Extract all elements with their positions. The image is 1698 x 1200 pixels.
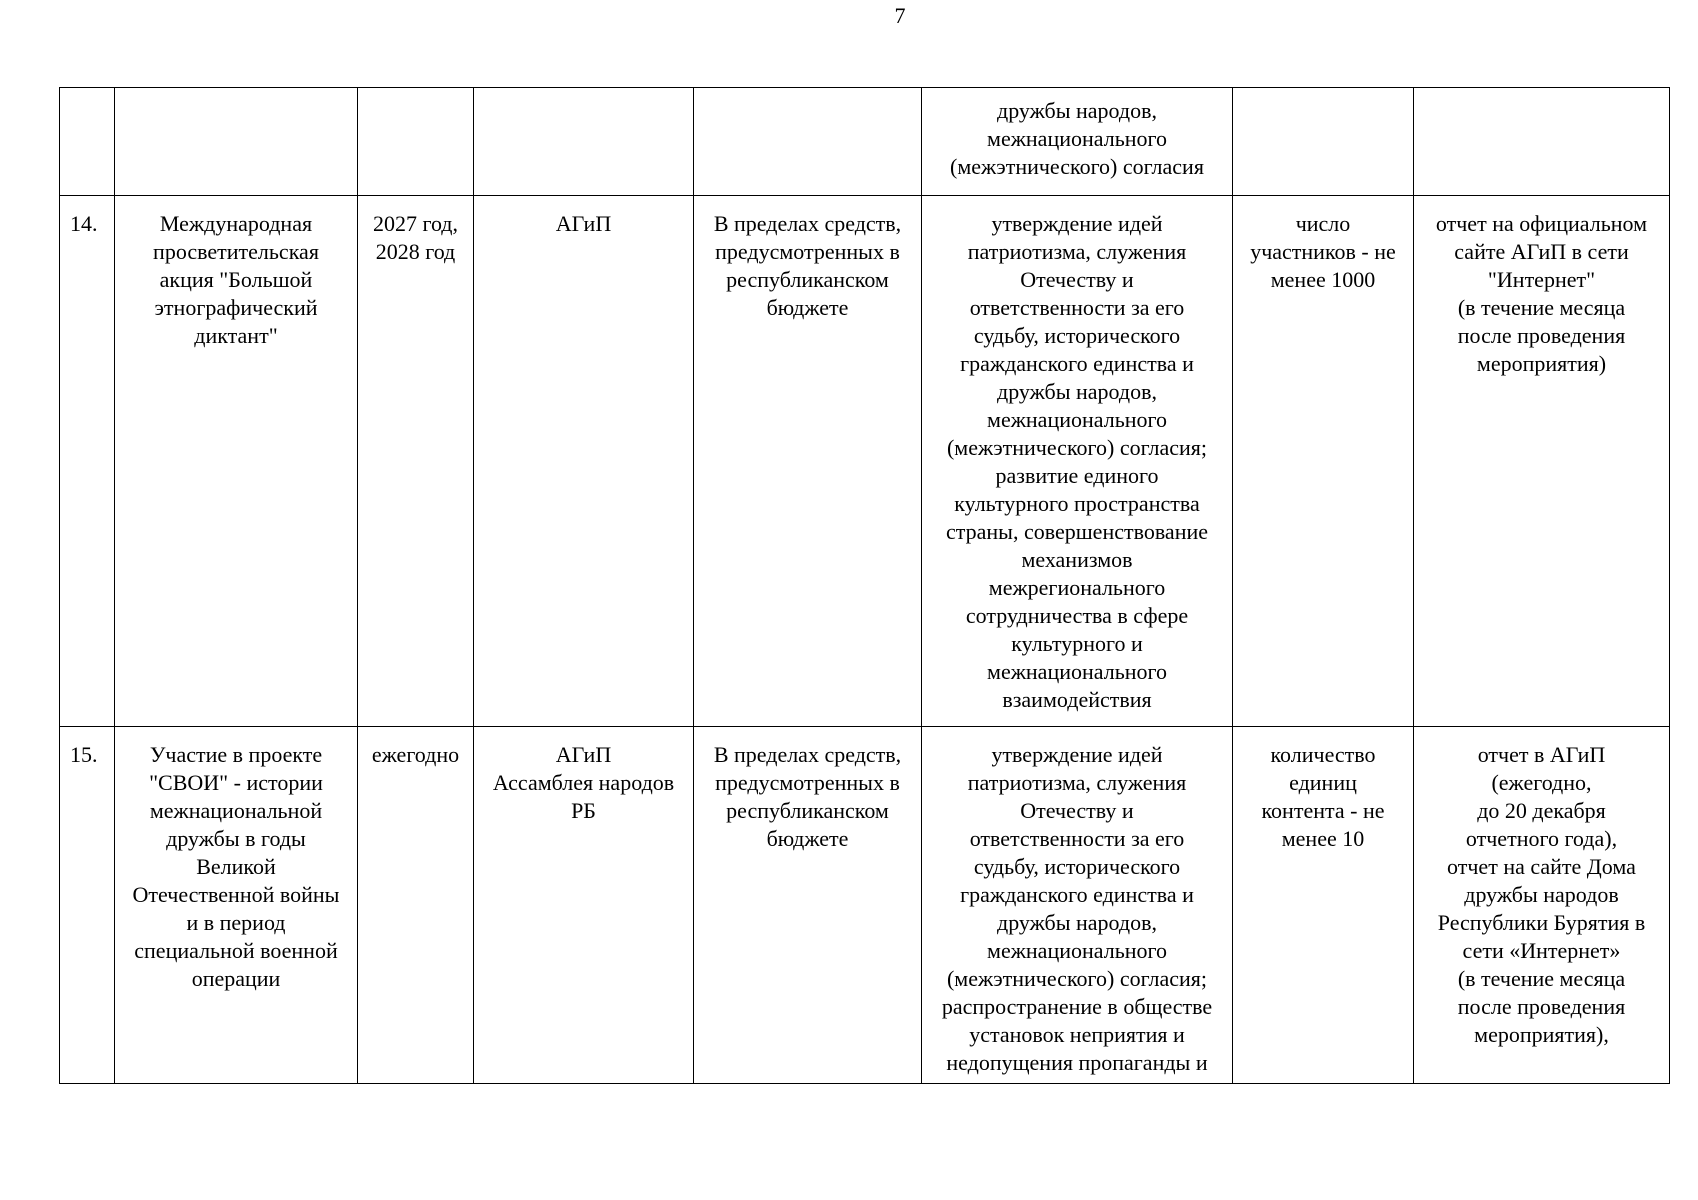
indicator-cell (1233, 88, 1414, 196)
funding-cell: В пределах средств, предусмотренных в республиканском бюджете (694, 196, 922, 727)
funding-cell (694, 88, 922, 196)
table-row (60, 196, 1670, 727)
period-cell (358, 88, 474, 196)
goal-cell: утверждение идей патриотизма, служения Отечеству и ответственности за его судьбу, исторического гражданского единства и дружбы народов, межнационального (межэтнического) согласия; развитие единого культурного пространства страны, совершенствование механизмов межрегионального сотрудничества в сфере культурного и межнационального взаимодействия (922, 196, 1233, 727)
executor-cell (474, 88, 694, 196)
report-cell: отчет на официальном сайте АГиП в сети "Интернет" (в течение месяца после проведения мероприятия) (1414, 196, 1670, 727)
report-cell (1414, 88, 1670, 196)
funding-cell: В пределах средств, предусмотренных в республиканском бюджете (694, 727, 922, 1084)
row-number-cell: 14. (60, 196, 115, 727)
measure-name-cell (115, 88, 358, 196)
table-row (60, 88, 1670, 196)
indicator-cell: количество единиц контента - не менее 10 (1233, 727, 1414, 1084)
table-row (60, 727, 1670, 1084)
executor-cell: АГиП Ассамблея народов РБ (474, 727, 694, 1084)
row-number-cell (60, 88, 115, 196)
row-number-cell: 15. (60, 727, 115, 1084)
measures-table (59, 87, 1670, 1084)
measure-name-cell: Участие в проекте "СВОИ" - истории межнациональной дружбы в годы Великой Отечественной войны и в период специальной военной операции (115, 727, 358, 1084)
measure-name-cell: Международная просветительская акция "Большой этнографический диктант" (115, 196, 358, 727)
period-cell: ежегодно (358, 727, 474, 1084)
report-cell: отчет в АГиП (ежегодно, до 20 декабря отчетного года), отчет на сайте Дома дружбы народов Республики Бурятия в сети «Интернет» (в течение месяца после проведения мероприятия), (1414, 727, 1670, 1084)
executor-cell: АГиП (474, 196, 694, 727)
indicator-cell: число участников - не менее 1000 (1233, 196, 1414, 727)
goal-cell: дружбы народов, межнационального (межэтнического) согласия (922, 88, 1233, 196)
period-cell: 2027 год, 2028 год (358, 196, 474, 727)
goal-cell: утверждение идей патриотизма, служения Отечеству и ответственности за его судьбу, исторического гражданского единства и дружбы народов, межнационального (межэтнического) согласия; распространение в обществе установок неприятия и недопущения пропаганды и (922, 727, 1233, 1084)
page-number: 7 (894, 3, 906, 28)
